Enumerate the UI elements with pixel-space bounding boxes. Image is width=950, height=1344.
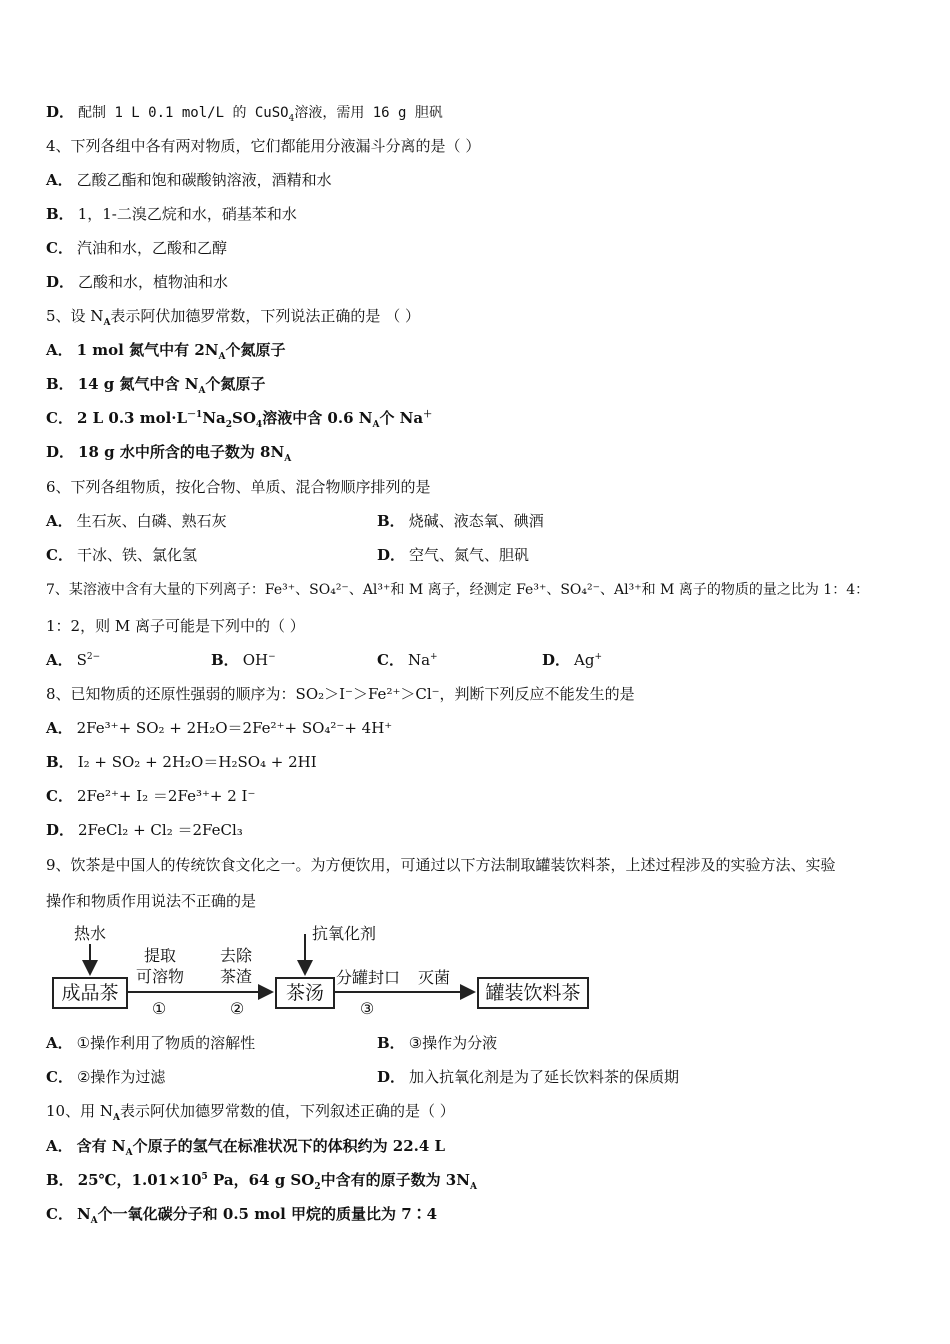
q8-option-b: B． I₂ + SO₂ + 2H₂O＝H₂SO₄ + 2HI: [46, 753, 317, 771]
q9-option-a: A． ①操作利用了物质的溶解性: [46, 1034, 256, 1052]
q4-option-a: A． 乙酸乙酯和饱和碳酸钠溶液，酒精和水: [46, 171, 332, 189]
sterilize-label: 灭菌: [418, 968, 451, 987]
q10-option-b: B． 25℃，$1.01\times 10^5$ Pa，64 g $SO_2$中含有的原子数为 $3N_A$: [46, 1171, 477, 1192]
q9-stem-line1: 9、饮茶是中国人的传统饮食文化之一。为方便饮用，可通过以下方法制取罐装饮料茶，上述过程涉及的实验方法、实验: [46, 856, 836, 874]
tea-process-flowchart: [46, 922, 606, 1022]
q9-option-b: B． ③操作为分液: [377, 1034, 498, 1052]
q6-option-b: B． 烧碱、液态氧、碘酒: [377, 512, 544, 530]
q6-stem: 6、下列各组物质，按化合物、单质、混合物顺序排列的是: [46, 478, 431, 496]
q6-option-a: A． 生石灰、白磷、熟石灰: [46, 512, 227, 530]
tea-soup-box: 茶汤: [275, 977, 335, 1009]
q8-option-a: A． 2Fe³⁺+ SO₂ + 2H₂O＝2Fe²⁺+ SO₄²⁻+ 4H⁺: [46, 719, 393, 737]
q8-stem: 8、已知物质的还原性强弱的顺序为：SO₂＞I⁻＞Fe²⁺＞Cl⁻，判断下列反应不能发生的是: [46, 685, 635, 703]
q4-stem: 4、下列各组中各有两对物质，它们都能用分液漏斗分离的是（ ）: [46, 137, 481, 155]
antioxidant-label: 抗氧化剂: [312, 924, 377, 943]
q7-option-c: C． Na+: [377, 651, 438, 669]
q4-option-d: D． 乙酸和水，植物油和水: [46, 273, 229, 291]
step3-label: 分罐封口: [336, 968, 401, 987]
q4-option-c: C． 汽油和水，乙酸和乙醇: [46, 239, 227, 257]
q7-option-a: A． $S^{2-}$: [46, 651, 101, 669]
step2-label-line1: 去除: [219, 946, 252, 965]
q10-option-a: A． 含有 $N_A$个原子的氢气在标准状况下的体积约为 22.4 L: [46, 1137, 446, 1158]
step2-label-line2: 茶渣: [219, 967, 252, 986]
q5-option-b: B． 14 g 氮气中含 $N_A$个氮原子: [46, 375, 266, 396]
q6-option-d: D． 空气、氮气、胆矾: [377, 546, 530, 564]
hot-water-label: 热水: [74, 924, 107, 943]
q5-option-c: C． 2 L 0.3 $mol\cdot L^{-1}Na_2SO_4$溶液中含 0.6 $N_A$个 Na＋: [46, 409, 433, 430]
q9-option-c: C． ②操作为过滤: [46, 1068, 166, 1086]
step1-label-line1: 提取: [143, 946, 176, 965]
step1-number: ①: [151, 999, 167, 1018]
q7-option-b: B． OH−: [211, 651, 276, 669]
q8-option-d: D． 2FeCl₂ + Cl₂ ＝2FeCl₃: [46, 821, 243, 839]
q6-option-c: C． 干冰、铁、氯化氢: [46, 546, 197, 564]
q7-option-d: D． Ag+: [542, 651, 602, 669]
q3-option-d: D． 配制 1 L 0.1 mol/L 的 CuSO$_4$溶液，需用 16 g 胆矾: [46, 103, 443, 124]
q5-option-d: D． 18 g 水中所含的电子数为 $8N_A$: [46, 443, 292, 464]
q8-option-c: C． 2Fe²⁺+ I₂ ＝2Fe³⁺+ 2 I⁻: [46, 787, 256, 805]
step1-label-line2: 可溶物: [135, 967, 184, 986]
canned-tea-box: 罐装饮料茶: [477, 977, 589, 1009]
finished-tea-box: 成品茶: [52, 977, 128, 1009]
q5-stem: 5、设 $N_A$表示阿伏加德罗常数，下列说法正确的是 （ ）: [46, 307, 420, 328]
q10-stem: 10、用 $N_A$表示阿伏加德罗常数的值，下列叙述正确的是（ ）: [46, 1102, 455, 1123]
q10-option-c: C． $N_A$个一氧化碳分子和 0.5 mol 甲烷的质量比为 7∶4: [46, 1205, 438, 1226]
q4-option-b: B． 1，1-二溴乙烷和水，硝基苯和水: [46, 205, 297, 223]
step3-number: ③: [359, 999, 375, 1018]
q7-stem-line1: 7、某溶液中含有大量的下列离子：Fe³⁺、SO₄²⁻、Al³⁺和 M 离子，经测定 Fe³⁺、SO₄²⁻、Al³⁺和 M 离子的物质的量之比为 1：4：: [46, 582, 870, 598]
q9-stem-line2: 操作和物质作用说法不正确的是: [46, 892, 257, 910]
q7-stem-line2: 1：2，则 M 离子可能是下列中的（ ）: [46, 617, 305, 635]
step2-number: ②: [229, 999, 245, 1018]
q9-option-d: D． 加入抗氧化剂是为了延长饮料茶的保质期: [377, 1068, 680, 1086]
q5-option-a: A． 1 mol 氮气中有 $2N_A$个氮原子: [46, 341, 286, 362]
